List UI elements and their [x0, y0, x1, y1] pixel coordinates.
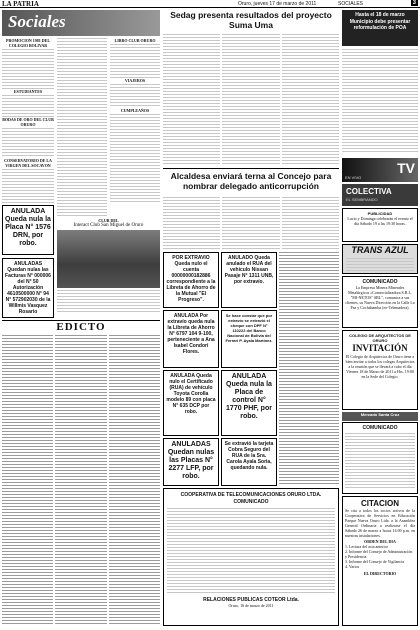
- ad-text: Se hace constar que por extravío se extravió el cheque con DPF N° 110222 del Banco Nacional de Bolivia del Ferrari P. Ayala Martínez.: [225, 313, 273, 343]
- col2-heading: LIBRO CLUB ORURO: [114, 38, 156, 43]
- classified-strip: [279, 252, 339, 486]
- club-photo-block: [57, 218, 160, 318]
- mercado-title: Mercado Santa Cruz: [360, 412, 400, 417]
- trans-azul-ad: [342, 244, 418, 274]
- ad-text: POR EXTRAVIO Queda nulo el cuenta 00000000182886 correspondiente a la Libreta de Ahorro de la Mutual "El Progreso".: [166, 255, 216, 303]
- citacion-block: [342, 496, 418, 626]
- colegio-invitacion: [342, 330, 418, 410]
- ad-text: ANULADA Queda nulo el Certificado (RUA) de vehículo Toyota Corolla modelo 89 con placa N° 635 DCP por robo.: [166, 373, 216, 415]
- cotel-title: COOPERATIVA DE TELECOMUNICACIONES ORURO LTDA.: [180, 492, 322, 498]
- col1-heading: PROMOCION 1981 DEL COLEGIO BOLIVAR: [6, 38, 50, 48]
- col1-heading-2: ESTUDIANTES: [13, 89, 43, 94]
- col2-heading-3: CUMPLEAÑOS: [120, 108, 150, 113]
- newspaper-logo: LA PATRIA: [2, 0, 39, 8]
- ad-text: ANULADA Por extravío queda nula la Libreta de Ahorro N° 6797 104 9-100, perteneciente a Ana Isabel Condori Flores.: [167, 313, 215, 355]
- colectiva-label: COLECTIVA: [346, 187, 392, 196]
- trans-title: TRANS AZUL: [351, 245, 409, 255]
- invitacion-title: INVITACIÓN: [352, 343, 408, 353]
- orden-item: 4. Varios: [345, 564, 360, 569]
- ad-text: ANULADO Queda anulado el RUA del vehículo Nissan Pasaje N° 1311 UNB, por extravío.: [224, 255, 274, 285]
- edicto-title: EDICTO: [56, 321, 106, 333]
- colegio-title: COLEGIO DE ARQUITECTOS DE ORURO: [349, 333, 411, 343]
- ad-extravio-tarjeta: [221, 438, 277, 486]
- col2-heading-2: VIAJEROS: [124, 78, 146, 83]
- ad-text: ANULADA Queda nula la Placa de control N° 1770 PHF, por robo.: [226, 373, 272, 420]
- comunicado-title: COMUNICADO: [362, 425, 398, 431]
- citacion-title: CITACION: [360, 499, 400, 508]
- header-section: SOCIALES: [338, 1, 364, 7]
- orden-item: 1. Lectura del acta anterior: [345, 544, 388, 549]
- publicidad-text: Lucio y Dominga celebrarán el evento el día Sábado 19 a las 19:30 horas.: [347, 216, 413, 226]
- tv-sub: EN VIVO: [345, 175, 362, 180]
- sociales-title: Sociales: [8, 12, 66, 31]
- citacion-text: Se cita a todos los socios activos de la Cooperativa de Servicios en Educación Parque Nueva Oruro Ltda. a la Asamblea General Ordinaria a realizarse el día Sábado 26 de marzo a horas 14:00 p.m. en nuestras instalaciones.: [345, 508, 415, 538]
- ad-extravio-cheque: [221, 310, 277, 368]
- ad-anulada-placa: [2, 205, 54, 255]
- directorio-sign: EL DIRECTORIO: [363, 571, 397, 576]
- ad-anulado-rua: [221, 252, 277, 308]
- orden-item: 2. Informe del Consejo de Administración y Presidencia: [345, 549, 413, 559]
- sociales-col-2: [57, 38, 107, 216]
- ad-anulada-placa-control: [221, 370, 277, 436]
- orden-item: 3. Informe del Consejo de Vigilancia: [345, 559, 405, 564]
- colectiva-ad: [342, 184, 418, 206]
- ad-anuladas-placas: [163, 438, 219, 486]
- sociales-col-1: [2, 38, 54, 216]
- ad-text: ANULADAS Quedan nulas las Facturas N° 000006 del N° 50 Autorización 4610500000 N° 94 N° 572902030 de la Willmis Vasquez Rosario: [5, 261, 51, 315]
- edicto-block: [2, 320, 160, 626]
- col1-heading-4: CONSERVATORIO DE LA VIRGEN DEL SOCAVON: [4, 158, 52, 168]
- header-date: Oruro, jueves 17 de marzo de 2011: [238, 1, 317, 7]
- page-number: 3: [412, 0, 416, 6]
- comunicado-title: COMUNICADO: [362, 279, 398, 285]
- comunicado-mercado: [342, 422, 418, 494]
- hosteo-title: Municipio debe presentar reformulación de POA: [349, 19, 411, 31]
- comunicado-minetos: [342, 276, 418, 328]
- invitacion-text: El Colegio de Arquitectos de Oruro tiene a bien invitar a todos los colegas Arquitectos a la reunión que se llevará a cabo el día Viernes 18 de Marzo de 2011 a Hrs. 19:00 en la Sede del Colegio.: [345, 354, 415, 379]
- ad-anulada-libreta: [163, 310, 219, 368]
- sembrando-label: EL SEMBRANDO: [346, 197, 378, 202]
- ad-anuladas-facturas: [2, 258, 54, 318]
- ad-anulada-certificado: [163, 370, 219, 436]
- headline-alcaldesa: [163, 168, 339, 194]
- hosteo-lead: Hasta el 18 de marzo: [355, 12, 405, 18]
- col1-heading-3: BODAS DE ORO DEL CLUB ORURO: [2, 117, 54, 127]
- cotel-footer: RELACIONES PUBLICAS COTEOR Ltda.: [203, 597, 299, 603]
- comunicado-text: La Empresa Minera Minerales Metalúrgicos «Comercializadora S.R.L. "MI-NETOS" SRL", comunica a sus clientes, su Nueva Dirección en la Calle La Paz y Cochabamba (ex-Telemadera).: [345, 285, 415, 310]
- photo-caption: Interact Club San Miguel de Oruro: [73, 223, 144, 228]
- mercado-banner: [342, 412, 418, 421]
- publicidad-title: PUBLICIDAD: [367, 211, 393, 216]
- ad-text: ANULADA Queda nula la Placa N° 1576 DRN, por robo.: [5, 208, 51, 247]
- ad-text: ANULADAS Quedan nulas las Placas N° 2277 LFP, por robo.: [167, 441, 215, 480]
- page-header: [0, 0, 420, 8]
- headline-title: Sedag presenta resultados del proyecto Suma Uma: [170, 10, 332, 30]
- alcaldesa-body: [163, 197, 339, 249]
- cotel-subtitle: COMUNICADO: [233, 499, 269, 505]
- tv-ad: [342, 158, 418, 182]
- publicidad-box: [342, 208, 418, 242]
- sociales-banner: [2, 10, 160, 36]
- cotel-date: Oruro, 16 de marzo de 2011: [228, 603, 274, 608]
- ad-extravio-cuenta: [163, 252, 219, 308]
- ad-text: Se extravió la tarjeta Cobra Seguro del RUA de la Sra. Carola Ayala Soria, quedando nula.: [224, 441, 274, 471]
- headline-sedag: [163, 10, 339, 32]
- club-photo: [57, 230, 160, 288]
- cotel-notice: [163, 488, 339, 626]
- tv-label: TV: [397, 160, 415, 176]
- photo-heading: CLUB DEL: [98, 218, 119, 223]
- headline-title: Alcaldesa enviará terna al Concejo para nombrar delegado anticorrupción: [170, 171, 332, 191]
- sociales-col-3: [110, 38, 160, 216]
- sedag-body: [163, 34, 339, 164]
- orden-title: ORDEN DEL DIA: [364, 539, 396, 544]
- hosteo-block: [342, 10, 418, 154]
